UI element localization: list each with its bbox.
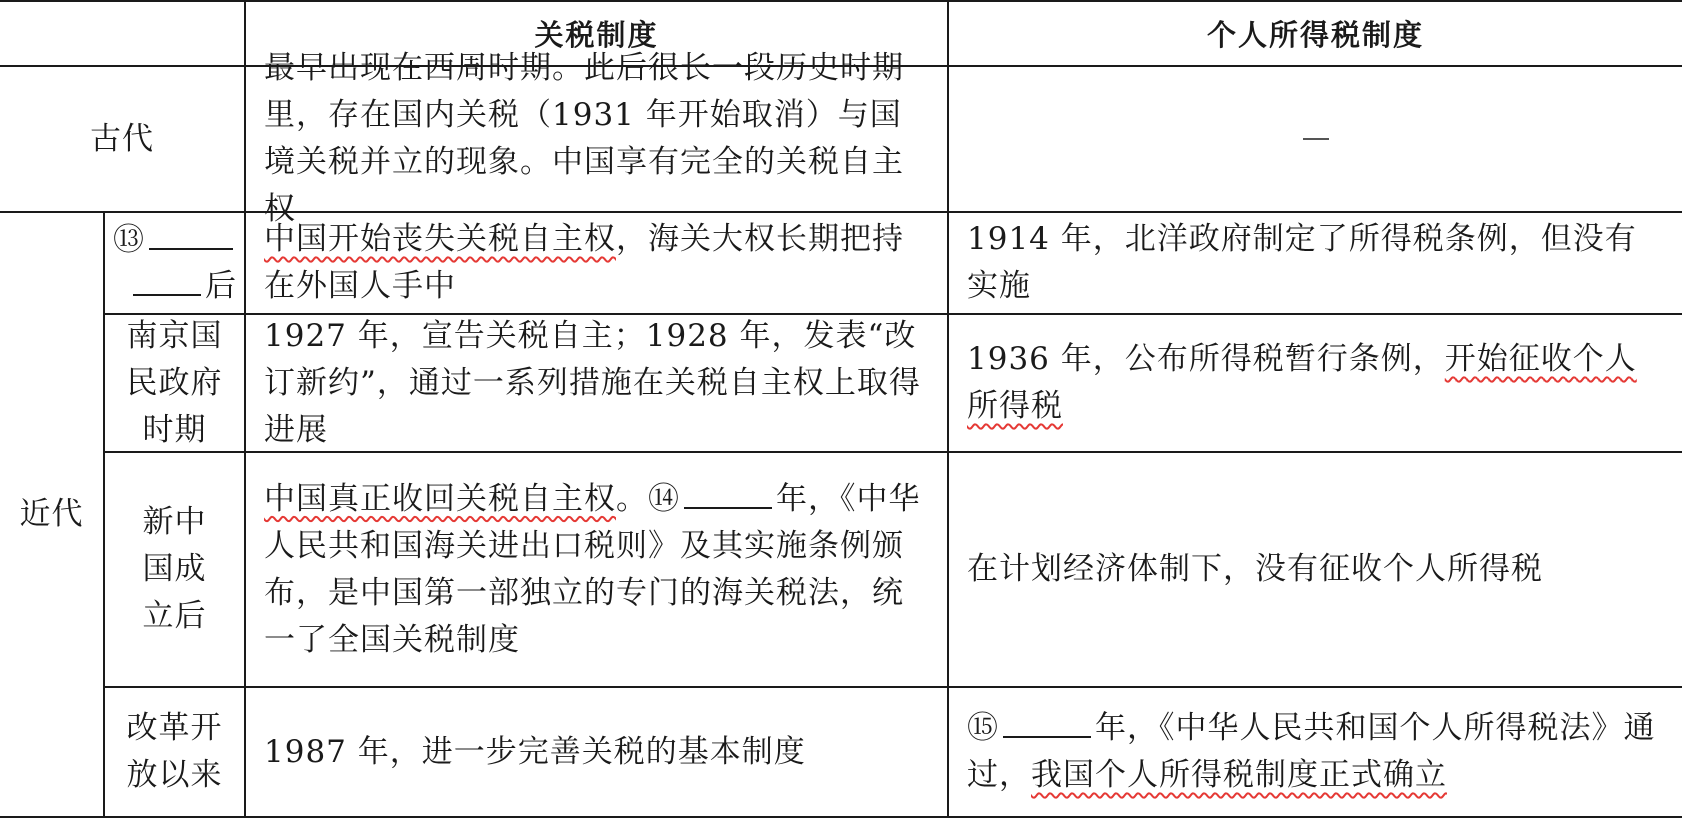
reform-income — [949, 688, 1682, 816]
r13-tariff — [246, 213, 947, 313]
r13-income: 1914 年，北洋政府制定了所得税条例，但没有实施 — [967, 221, 1637, 304]
nanjing-period-text: 南京国民政府时期 — [126, 317, 223, 448]
prc-blank[interactable] — [684, 477, 772, 509]
prc-tariff — [246, 453, 947, 686]
em-dash — [1303, 138, 1329, 140]
r13-suffix: 后 — [205, 268, 237, 304]
nanjing-tariff-text: 1927 年，宣告关税自主；1928 年，发表“改订新约”，通过一系列措施在关税自主权上取得进展 — [264, 317, 921, 448]
prc-period-text: 新中国成立后 — [142, 504, 207, 634]
era-ancient: 古代 — [90, 120, 154, 157]
nanjing-income-underlined: 开始征收个人所得税 — [967, 341, 1637, 424]
rule-bottom — [0, 816, 1682, 818]
prc-period — [105, 453, 244, 686]
nanjing-income — [949, 315, 1682, 451]
r13-period-line2 — [113, 263, 237, 309]
ancient-income — [949, 67, 1682, 211]
reform-period — [105, 688, 244, 816]
header-tariff: 关税制度 — [534, 18, 659, 52]
reform-income-underlined: 我国个人所得税制度正式确立 — [1031, 757, 1447, 793]
r13-period-line1 — [113, 217, 237, 263]
r13-period — [105, 213, 244, 313]
nanjing-tariff — [246, 315, 947, 451]
reform-income-pre: ⑮ — [967, 710, 999, 746]
ancient-tariff — [246, 50, 947, 227]
prc-income: 在计划经济体制下，没有征收个人所得税 — [967, 551, 1543, 587]
r13-number: ⑬ — [113, 222, 145, 258]
prc-tariff-rest: 年，《中华人民共和国海关进出口税则》及其实施条例颁布，是中国第一部独立的专门的海关税法，统一了全国关税制度 — [264, 480, 921, 658]
r13-blank-cont[interactable] — [133, 264, 201, 296]
reform-income-mid: 年，《中华人民共和国个人所得税法》通过， — [967, 710, 1656, 793]
reform-period-text: 改革开放以来 — [126, 710, 223, 793]
r13-blank[interactable] — [149, 218, 233, 250]
nanjing-period — [105, 315, 244, 451]
prc-tariff-underlined: 中国真正收回关税自主权 — [264, 480, 616, 517]
nanjing-income-pre: 1936 年，公布所得税暂行条例， — [967, 341, 1445, 377]
r13-tariff-underlined: 中国开始丧失关税自主权 — [264, 221, 616, 257]
reform-blank[interactable] — [1003, 706, 1091, 738]
era-modern: 近代 — [19, 496, 84, 532]
ancient-tariff-text: 最早出现在西周时期。此后很长一段历史时期里，存在国内关税（1931 年开始取消）与国境关税并立的现象。中国享有完全的关税自主权 — [264, 50, 904, 227]
r13-tariff-rest: ，海关大权长期把持在外国人手中 — [264, 221, 904, 304]
prc-tariff-mid: 。⑭ — [616, 480, 680, 517]
reform-tariff: 1987 年，进一步完善关税的基本制度 — [264, 733, 806, 770]
header-income: 个人所得税制度 — [1206, 18, 1424, 52]
